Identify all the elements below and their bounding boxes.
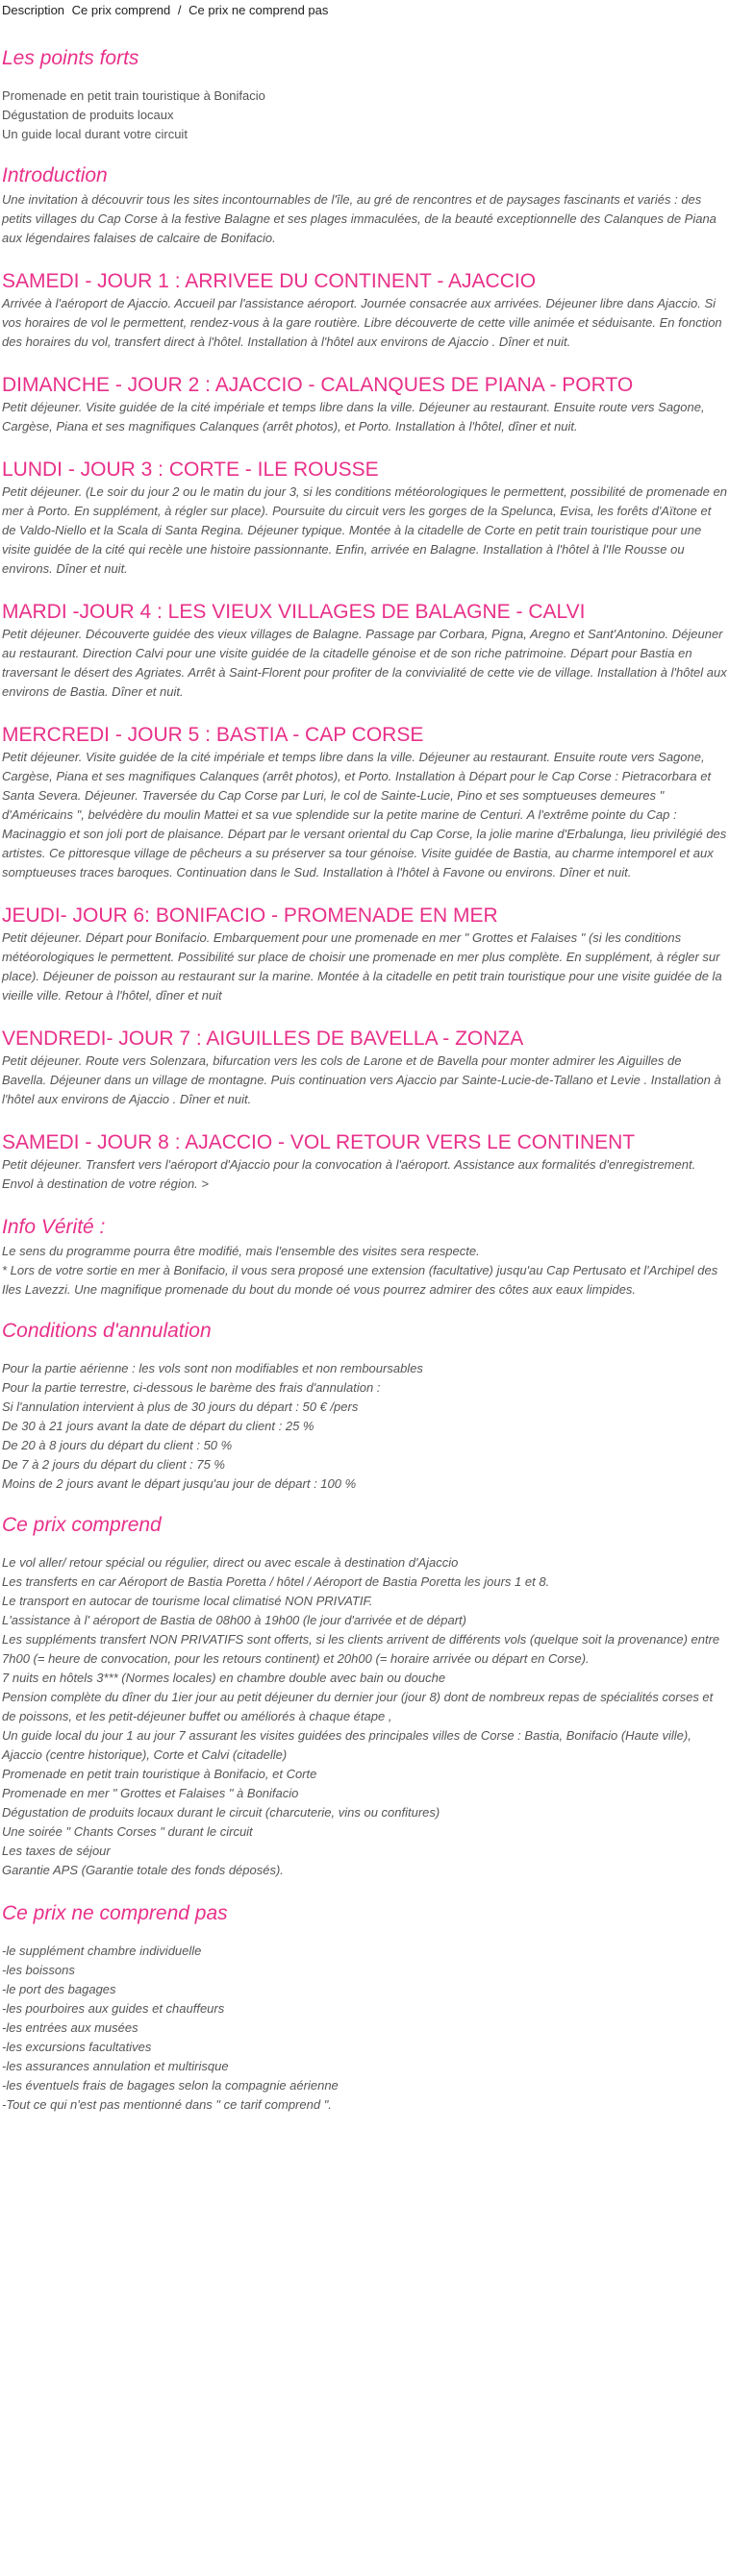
day-title: LUNDI - JOUR 3 : CORTE - ILE ROUSSE bbox=[2, 458, 379, 481]
list-item: Promenade en petit train touristique à Bonifacio, et Corte bbox=[2, 1767, 317, 1781]
day-title: JEUDI- JOUR 6: BONIFACIO - PROMENADE EN MER bbox=[2, 904, 498, 927]
info-line: * Lors de votre sortie en mer à Bonifacio, il vous sera proposé une extension (facultative) jusqu'au Cap Pertusato et l'Archipel des Iles Lavezzi. Une magnifique promenade du bout du monde oé vous pourrez admirer des côtes aux eaux limpides. bbox=[2, 1263, 718, 1297]
list-item: -les entrées aux musées bbox=[2, 2020, 138, 2035]
annulation-list bbox=[2, 1359, 727, 1494]
day-text: Petit déjeuner. Découverte guidée des vieux villages de Balagne. Passage par Corbara, Pigna, Aregno et Sant'Antonino. Déjeuner au restaurant. Direction Calvi pour une visite guidée de la citadelle génoise et de son riche patrimoine. Départ pour Bastia en traversant le désert des Agriates. Arrêt à Saint-Florent pour profiter de la convivialité de cette vie de village. Installation à l'hôtel aux environs de Bastia. Dîner et nuit. bbox=[2, 627, 727, 699]
list-item: Pour la partie terrestre, ci-dessous le barème des frais d'annulation : bbox=[2, 1380, 381, 1395]
list-item: Dégustation de produits locaux bbox=[2, 108, 174, 122]
section-ce-prix-ne-comprend-pas bbox=[2, 1901, 727, 2115]
day-text: Arrivée à l'aéroport de Ajaccio. Accueil par l'assistance aéroport. Journée consacrée aux arrivées. Déjeuner libre dans Ajaccio. Si vos horaires de vol le permettent, rendez-vous à la gare routière. Libre découverte de cette ville animée et séduisante. En fonction des horaires du vol, transfert direct à l'hôtel. Installation à l'hôtel aux environs de Ajaccio . Dîner et nuit. bbox=[2, 296, 722, 349]
list-item: -les pourboires aux guides et chauffeurs bbox=[2, 2001, 225, 2016]
list-item: Si l'annulation intervient à plus de 30 jours du départ : 50 € /pers bbox=[2, 1399, 359, 1414]
comprend-title: Ce prix comprend bbox=[2, 1514, 162, 1536]
day-title: MERCREDI - JOUR 5 : BASTIA - CAP CORSE bbox=[2, 724, 424, 746]
list-item: -les boissons bbox=[2, 1963, 75, 1977]
list-item: Une soirée " Chants Corses " durant le circuit bbox=[2, 1824, 253, 1839]
section-ce-prix-comprend bbox=[2, 1513, 727, 1880]
day-title: VENDREDI- JOUR 7 : AIGUILLES DE BAVELLA - ZONZA bbox=[2, 1028, 524, 1050]
tab-description[interactable]: Description bbox=[2, 3, 65, 17]
list-item: Les suppléments transfert NON PRIVATIFS sont offerts, si les clients arrivent de différents vols (quelque soit la provenance) entre 7h00 (= heure de convocation, pour les retours continent) et 20h00 (= horaire arrivée ou départ en Corse). bbox=[2, 1632, 720, 1666]
tab-ce-prix-ne-comprend-pas[interactable]: Ce prix ne comprend pas bbox=[189, 3, 329, 17]
day-text: Petit déjeuner. Visite guidée de la cité impériale et temps libre dans la ville. Déjeuner au restaurant. Ensuite route vers Sagone, Cargèse, Piana et ses magnifiques Calanques (arrêt photos), et Porto. Installation à Départ pour le Cap Corse : Pietracorbara et Santa Severa. Déjeuner. Traversée du Cap Corse par Luri, le col de Sainte-Lucie, Pino et ses somptueuses demeures " d'Américains ", belvédère du moulin Mattei et sa vue splendide sur la petite marine de Centuri. A l'extrême pointe du Cap : Macinaggio et son joli port de plaisance. Départ par le versant oriental du Cap Corse, la jolie marine d'Erbalunga, lieu privilégié des artistes. Ce pittoresque village de pêcheurs a su préserver sa tour génoise. Visite guidée de Bastia, au charme intemporel et aux somptueuses traces baroques. Continuation dans le Sud. Installation à l'hôtel à Favone ou environs. Dîner et nuit. bbox=[2, 750, 727, 879]
annulation-title: Conditions d'annulation bbox=[2, 1320, 212, 1342]
list-item: Dégustation de produits locaux durant le circuit (charcuterie, vins ou confitures) bbox=[2, 1805, 440, 1820]
ne-comprend-title: Ce prix ne comprend pas bbox=[2, 1902, 228, 1924]
list-item: Les transferts en car Aéroport de Bastia Poretta / hôtel / Aéroport de Bastia Poretta les jours 1 et 8. bbox=[2, 1574, 550, 1589]
day-block bbox=[2, 373, 727, 436]
comprend-list bbox=[2, 1553, 727, 1880]
list-item: -les éventuels frais de bagages selon la compagnie aérienne bbox=[2, 2078, 339, 2093]
tab-ce-prix-comprend[interactable]: Ce prix comprend bbox=[71, 3, 171, 17]
list-item: -les assurances annulation et multirisque bbox=[2, 2059, 229, 2073]
day-text: Petit déjeuner. Visite guidée de la cité impériale et temps libre dans la ville. Déjeuner au restaurant. Ensuite route vers Sagone, Cargèse, Piana et ses magnifiques Calanques (arrêt photos), et Porto. Installation à l'hôtel, dîner et nuit. bbox=[2, 400, 705, 433]
day-text: Petit déjeuner. Route vers Solenzara, bifurcation vers les cols de Larone et de Bavella pour monter admirer les Aiguilles de Bavella. Déjeuner dans un village de montagne. Puis continuation vers Ajaccio par Sainte-Lucie-de-Tallano et Levie . Installation à l'hôtel aux environs de Ajaccio . Dîner et nuit. bbox=[2, 1053, 721, 1106]
day-block bbox=[2, 600, 727, 702]
day-block bbox=[2, 1027, 727, 1109]
ne-comprend-list bbox=[2, 1942, 727, 2115]
section-info-verite bbox=[2, 1215, 727, 1300]
list-item: Le vol aller/ retour spécial ou régulier, direct ou avec escale à destination d'Ajaccio bbox=[2, 1555, 459, 1570]
day-block bbox=[2, 723, 727, 882]
list-item: Garantie APS (Garantie totale des fonds déposés). bbox=[2, 1863, 284, 1877]
day-title: DIMANCHE - JOUR 2 : AJACCIO - CALANQUES DE PIANA - PORTO bbox=[2, 374, 634, 396]
list-item: Promenade en petit train touristique à Bonifacio bbox=[2, 88, 265, 103]
info-line: Le sens du programme pourra être modifié, mais l'ensemble des visites sera respecte. bbox=[2, 1244, 480, 1258]
list-item: Un guide local durant votre circuit bbox=[2, 127, 188, 141]
day-title: SAMEDI - JOUR 8 : AJACCIO - VOL RETOUR VERS LE CONTINENT bbox=[2, 1131, 636, 1153]
list-item: Un guide local du jour 1 au jour 7 assurant les visites guidées des principales villes de Corse : Bastia, Bonifacio (Haute ville), Ajaccio (centre historique), Corte et Calvi (citadelle) bbox=[2, 1728, 691, 1762]
day-text: Petit déjeuner. Départ pour Bonifacio. Embarquement pour une promenade en mer " Grottes et Falaises " (si les conditions météorologiques le permettent. Possibilité sur place de choisir une promenade en mer plus complète. En supplément, à régler sur place). Déjeuner de poisson au restaurant sur la marine. Montée à la citadelle en petit train touristique pour une visite guidée de la vieille ville. Retour à l'hôtel, dîner et nuit bbox=[2, 930, 722, 1003]
section-points-forts bbox=[2, 46, 727, 144]
day-block bbox=[2, 269, 727, 352]
list-item: -les excursions facultatives bbox=[2, 2040, 152, 2054]
list-item: Promenade en mer " Grottes et Falaises " à Bonifacio bbox=[2, 1786, 299, 1800]
list-item: De 7 à 2 jours du départ du client : 75 % bbox=[2, 1457, 225, 1472]
introduction-title: Introduction bbox=[2, 164, 108, 186]
section-annulation bbox=[2, 1319, 727, 1494]
list-item: De 30 à 21 jours avant la date de départ du client : 25 % bbox=[2, 1419, 314, 1433]
list-item: Les taxes de séjour bbox=[2, 1844, 111, 1858]
info-verite-title: Info Vérité : bbox=[2, 1216, 106, 1238]
day-block bbox=[2, 904, 727, 1005]
list-item: -le supplément chambre individuelle bbox=[2, 1944, 202, 1958]
list-item: Moins de 2 jours avant le départ jusqu'au jour de départ : 100 % bbox=[2, 1476, 357, 1491]
list-item: Pour la partie aérienne : les vols sont non modifiables et non remboursables bbox=[2, 1361, 423, 1375]
list-item: Pension complète du dîner du 1ier jour au petit déjeuner du dernier jour (jour 8) dont de nombreux repas de spécialités corses et de poissons, et les petit-déjeuner buffet ou améliorés à chaque étape , bbox=[2, 1690, 714, 1723]
tab-nav bbox=[2, 0, 727, 19]
points-forts-title: Les points forts bbox=[2, 47, 139, 69]
day-block bbox=[2, 1130, 727, 1194]
list-item: -le port des bagages bbox=[2, 1982, 116, 1996]
list-item: 7 nuits en hôtels 3*** (Normes locales) en chambre double avec bain ou douche bbox=[2, 1671, 446, 1685]
day-title: SAMEDI - JOUR 1 : ARRIVEE DU CONTINENT - AJACCIO bbox=[2, 270, 537, 292]
day-block bbox=[2, 458, 727, 579]
introduction-text: Une invitation à découvrir tous les sites incontournables de l'île, au gré de rencontres et de paysages fascinants et variés : des petits villages du Cap Corse à la festive Balagne et ses plages immaculées, de la beauté exceptionnelle des Calanques de Piana aux légendaires falaises de calcaire de Bonifacio. bbox=[2, 192, 716, 245]
tab-separator: / bbox=[177, 3, 182, 17]
points-forts-list bbox=[2, 87, 727, 144]
day-title: MARDI -JOUR 4 : LES VIEUX VILLAGES DE BALAGNE - CALVI bbox=[2, 601, 586, 623]
section-introduction bbox=[2, 163, 727, 248]
list-item: -Tout ce qui n'est pas mentionné dans " ce tarif comprend ". bbox=[2, 2097, 332, 2112]
list-item: De 20 à 8 jours du départ du client : 50 % bbox=[2, 1438, 233, 1452]
day-text: Petit déjeuner. (Le soir du jour 2 ou le matin du jour 3, si les conditions météorologiques le permettent, possibilité de promenade en mer à Porto. En supplément, à régler sur place). Poursuite du circuit vers les gorges de la Spelunca, Evisa, les forêts d'Aïtone et de Valdo-Niello et la Scala di Santa Regina. Déjeuner typique. Montée à la citadelle de Corte en petit train touristique pour une visite guidée de la cité qui recèle une histoire passionnante. Enfin, arrivée en Balagne. Installation à l'hôtel à l'Ile Rousse ou environs. Dîner et nuit. bbox=[2, 484, 727, 576]
day-text: Petit déjeuner. Transfert vers l'aéroport d'Ajaccio pour la convocation à l'aéroport. Assistance aux formalités d'enregistrement. Envol à destination de votre région. > bbox=[2, 1157, 696, 1191]
list-item: Le transport en autocar de tourisme local climatisé NON PRIVATIF. bbox=[2, 1594, 373, 1608]
list-item: L'assistance à l' aéroport de Bastia de 08h00 à 19h00 (le jour d'arrivée et de départ) bbox=[2, 1613, 466, 1627]
